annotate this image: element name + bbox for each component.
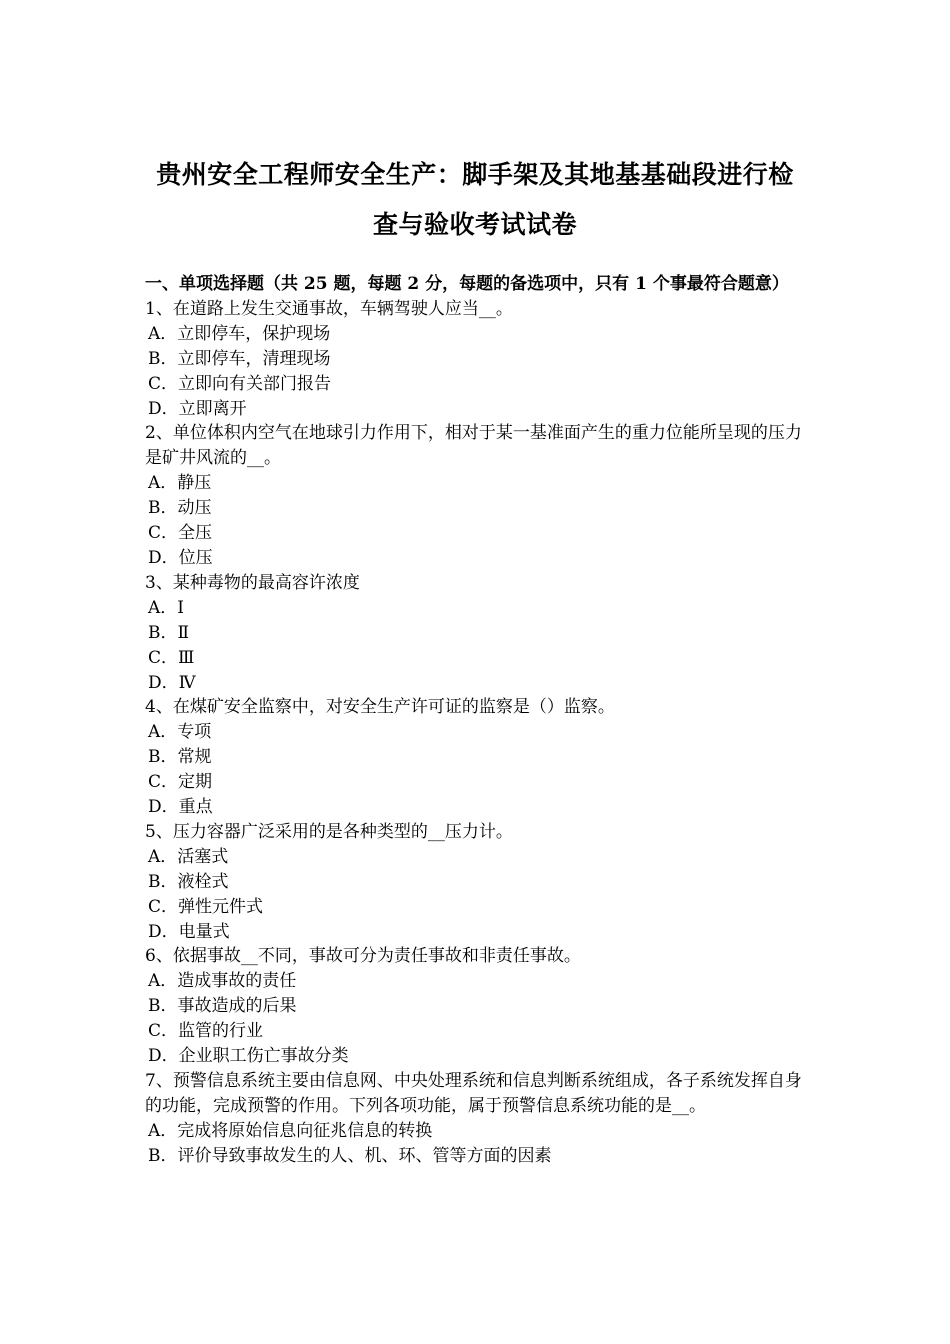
- option-a: A．Ⅰ: [148, 597, 184, 618]
- question-3: [145, 571, 810, 696]
- option-a: A．静压: [148, 473, 212, 494]
- question-7: [145, 1069, 810, 1169]
- option-b: B．Ⅱ: [148, 622, 190, 643]
- option-b: B．立即停车，清理现场: [148, 348, 331, 369]
- option-d: D．立即离开: [148, 398, 247, 419]
- question-stem: 2、单位体积内空气在地球引力作用下，相对于某一基准面产生的重力位能所呈现的压力是矿井风流的__。: [145, 423, 802, 469]
- option-d: D．企业职工伤亡事故分类: [148, 1046, 349, 1067]
- option-c: C．定期: [148, 772, 213, 793]
- option-a: A．活塞式: [148, 846, 229, 867]
- question-6: [145, 944, 810, 1069]
- question-1: [145, 297, 810, 422]
- document-body: [145, 272, 810, 1169]
- question-5: [145, 820, 810, 945]
- option-a: A．专项: [148, 722, 212, 743]
- option-a: A．造成事故的责任: [148, 971, 297, 992]
- document-title-line-1: 贵州安全工程师安全生产：脚手架及其地基基础段进行检: [156, 160, 794, 189]
- option-a: A．完成将原始信息向征兆信息的转换: [148, 1120, 433, 1141]
- option-b: B．液栓式: [148, 871, 229, 892]
- option-b: B．动压: [148, 498, 212, 519]
- option-c: C．全压: [148, 523, 213, 544]
- option-d: D．位压: [148, 547, 213, 568]
- section-heading: 一、单项选择题（共 25 题，每题 2 分，每题的备选项中，只有 1 个事最符合题意）: [145, 274, 789, 294]
- question-stem: 1、在道路上发生交通事故，车辆驾驶人应当__。: [145, 298, 513, 319]
- question-stem: 5、压力容器广泛采用的是各种类型的__压力计。: [145, 821, 513, 842]
- option-a: A．立即停车，保护现场: [148, 323, 331, 344]
- option-b: B．评价导致事故发生的人、机、环、管等方面的因素: [148, 1145, 552, 1166]
- question-stem: 7、预警信息系统主要由信息网、中央处理系统和信息判断系统组成，各子系统发挥自身的功能，完成预警的作用。下列各项功能，属于预警信息系统功能的是__。: [145, 1071, 802, 1116]
- question-stem: 4、在煤矿安全监察中，对安全生产许可证的监察是（）监察。: [145, 697, 615, 718]
- option-d: D．重点: [148, 797, 213, 818]
- option-c: C．弹性元件式: [148, 896, 264, 917]
- question-stem: 3、某种毒物的最高容许浓度: [145, 572, 360, 593]
- question-4: [145, 695, 810, 820]
- question-2: [145, 421, 810, 570]
- option-d: D．电量式: [148, 921, 230, 942]
- question-stem: 6、依据事故__不同，事故可分为责任事故和非责任事故。: [145, 946, 581, 967]
- option-b: B．常规: [148, 747, 212, 768]
- option-c: C．Ⅲ: [148, 647, 195, 668]
- option-d: D．Ⅳ: [148, 672, 196, 693]
- document-title-line-2: 查与验收考试试卷: [372, 210, 577, 239]
- option-c: C．立即向有关部门报告: [148, 373, 332, 394]
- option-b: B．事故造成的后果: [148, 996, 297, 1017]
- option-c: C．监管的行业: [148, 1021, 264, 1042]
